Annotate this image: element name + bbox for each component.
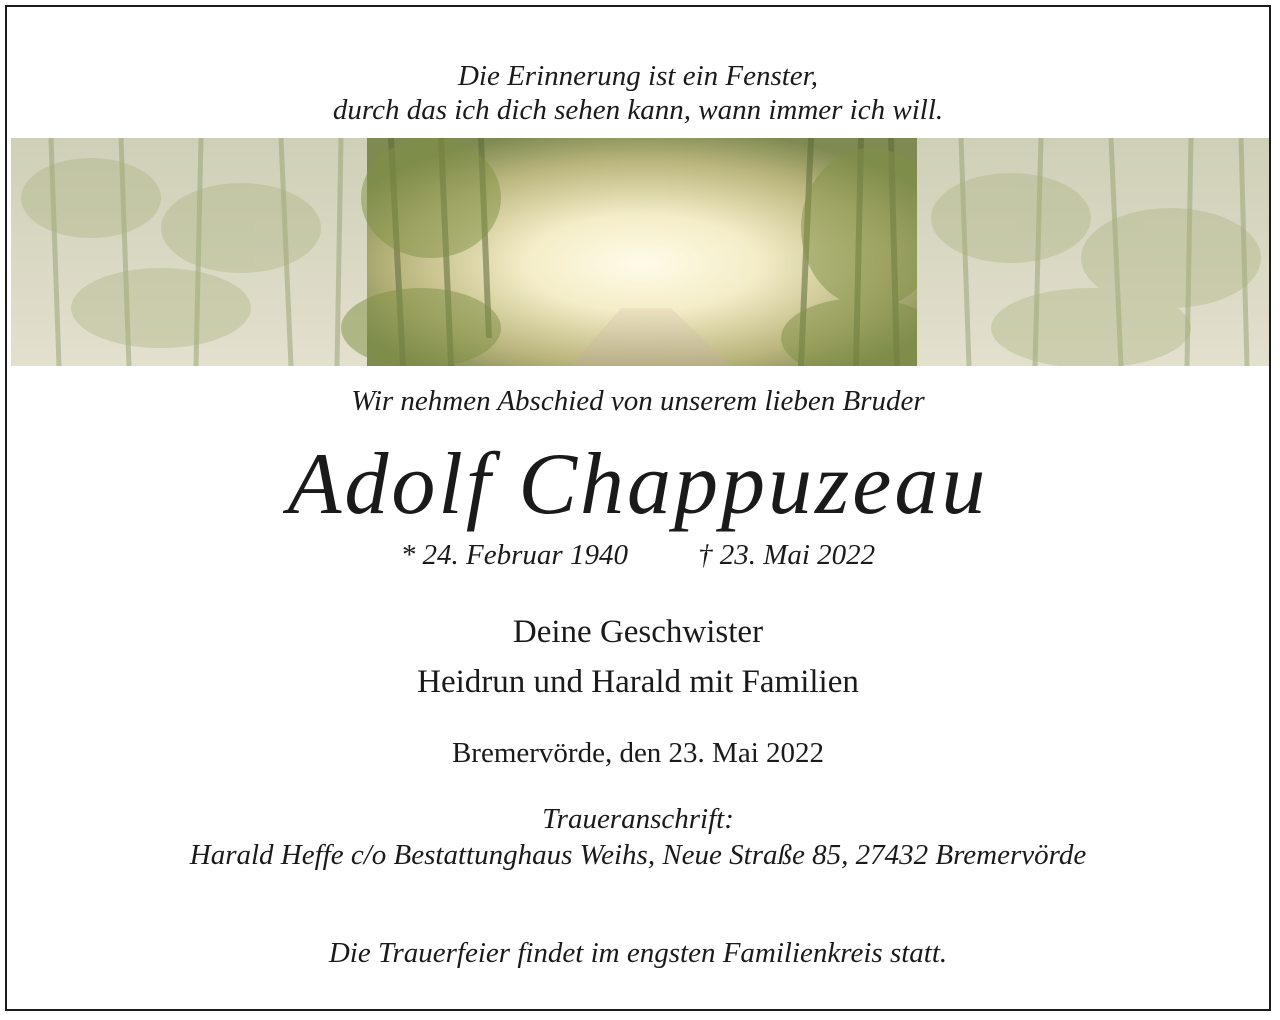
ceremony-note: Die Trauerfeier findet im engsten Familienkreis statt.	[328, 937, 948, 969]
birth-date: * 24. Februar 1940	[400, 539, 628, 571]
mourning-address: Harald Heffe c/o Bestattunghaus Weihs, Neue Straße 85, 27432 Bremervörde	[189, 839, 1087, 871]
obituary-notice	[5, 5, 1271, 1011]
signature-line-2: Heidrun und Harald mit Familien	[417, 664, 859, 700]
place-date: Bremervörde, den 23. Mai 2022	[451, 737, 825, 769]
life-dates	[7, 537, 1269, 573]
signature-line-1: Deine Geschwister	[512, 614, 764, 650]
farewell-line: Wir nehmen Abschied von unserem lieben Bruder	[351, 385, 925, 417]
address-label: Traueranschrift:	[542, 803, 734, 835]
deceased-name: Adolf Chappuzeau	[287, 436, 989, 533]
quote-line-2: durch das ich dich sehen kann, wann immer ich will.	[332, 94, 944, 126]
death-date: † 23. Mai 2022	[697, 539, 876, 571]
quote-line-1: Die Erinnerung ist ein Fenster,	[457, 60, 819, 92]
forest-banner-image	[11, 138, 1269, 366]
